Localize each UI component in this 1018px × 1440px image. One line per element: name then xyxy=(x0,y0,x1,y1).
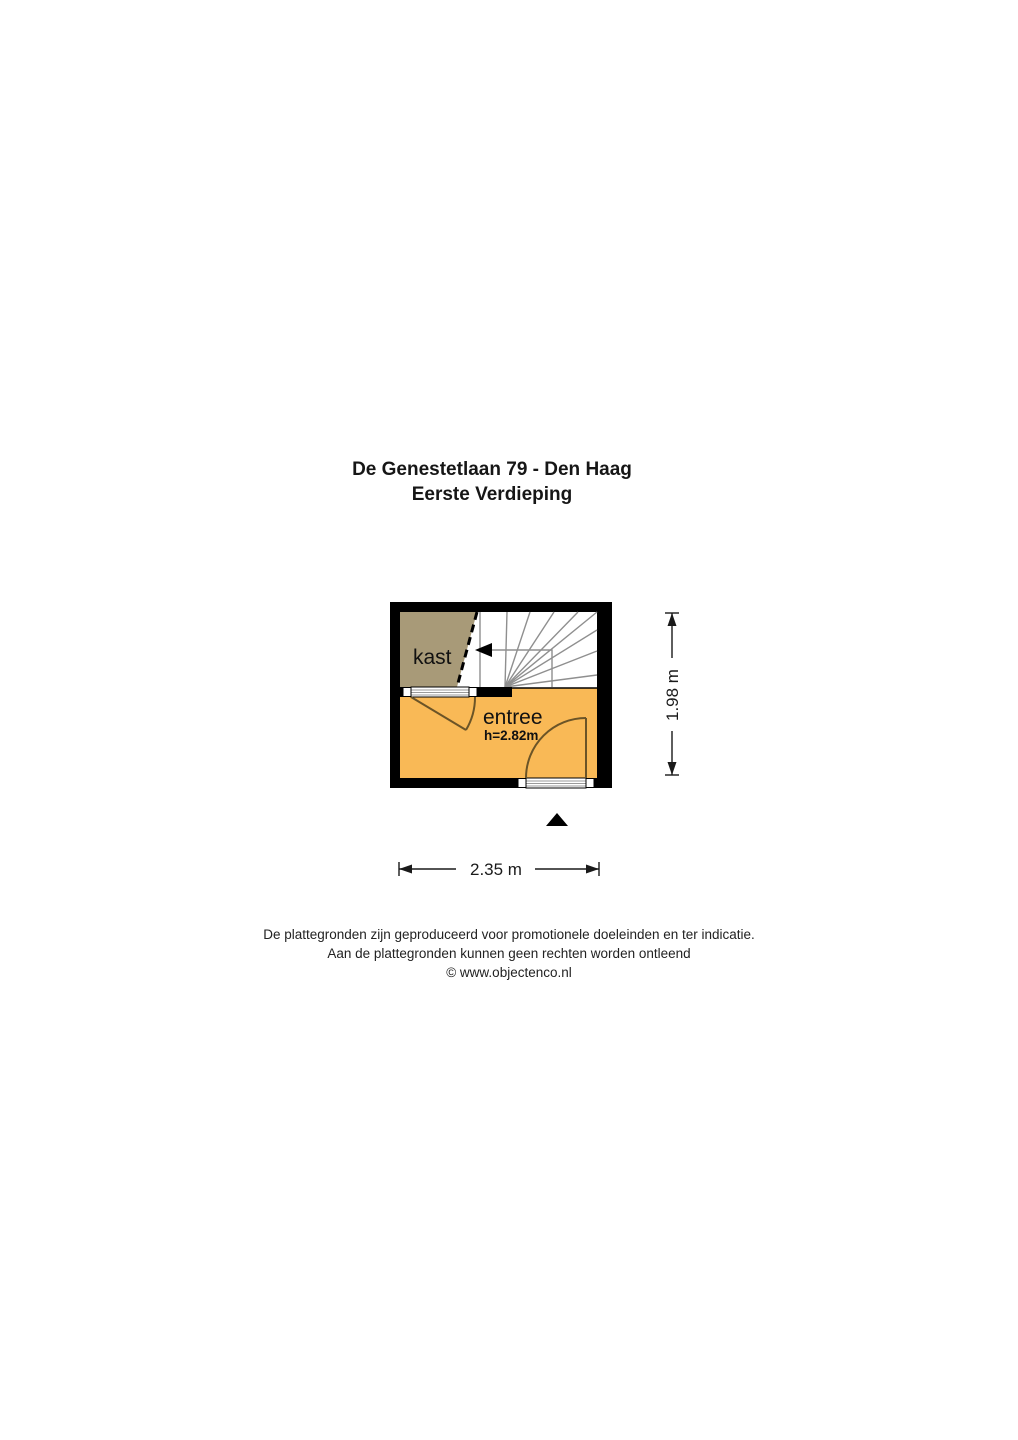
kast-label: kast xyxy=(413,646,452,669)
dimension-width-label: 2.35 m xyxy=(470,860,522,879)
dimension-vertical-arrow-down-icon xyxy=(668,762,677,775)
disclaimer xyxy=(0,925,1018,982)
copyright-line: © www.objectenco.nl xyxy=(446,965,572,980)
entrance-marker-icon xyxy=(546,813,568,826)
entrance-threshold xyxy=(518,778,594,788)
disclaimer-line-1: De plattegronden zijn geproduceerd voor promotionele doeleinden en ter indicatie. xyxy=(263,927,755,942)
title-address: De Genestetlaan 79 - Den Haag xyxy=(352,459,632,480)
entree-label: entree xyxy=(483,706,543,729)
disclaimer-line-2: Aan de plattegronden kunnen geen rechten worden ontleend xyxy=(327,946,691,961)
dimension-height-label: 1.98 m xyxy=(663,669,682,721)
kast-door-threshold xyxy=(403,687,477,697)
dimension-horizontal-arrow-left-icon xyxy=(399,865,412,874)
dimension-horizontal-arrow-right-icon xyxy=(586,865,599,874)
title-floor: Eerste Verdieping xyxy=(411,484,573,505)
dimension-vertical-arrow-up-icon xyxy=(668,613,677,626)
entree-ceiling-height-label: h=2.82m xyxy=(484,728,539,743)
